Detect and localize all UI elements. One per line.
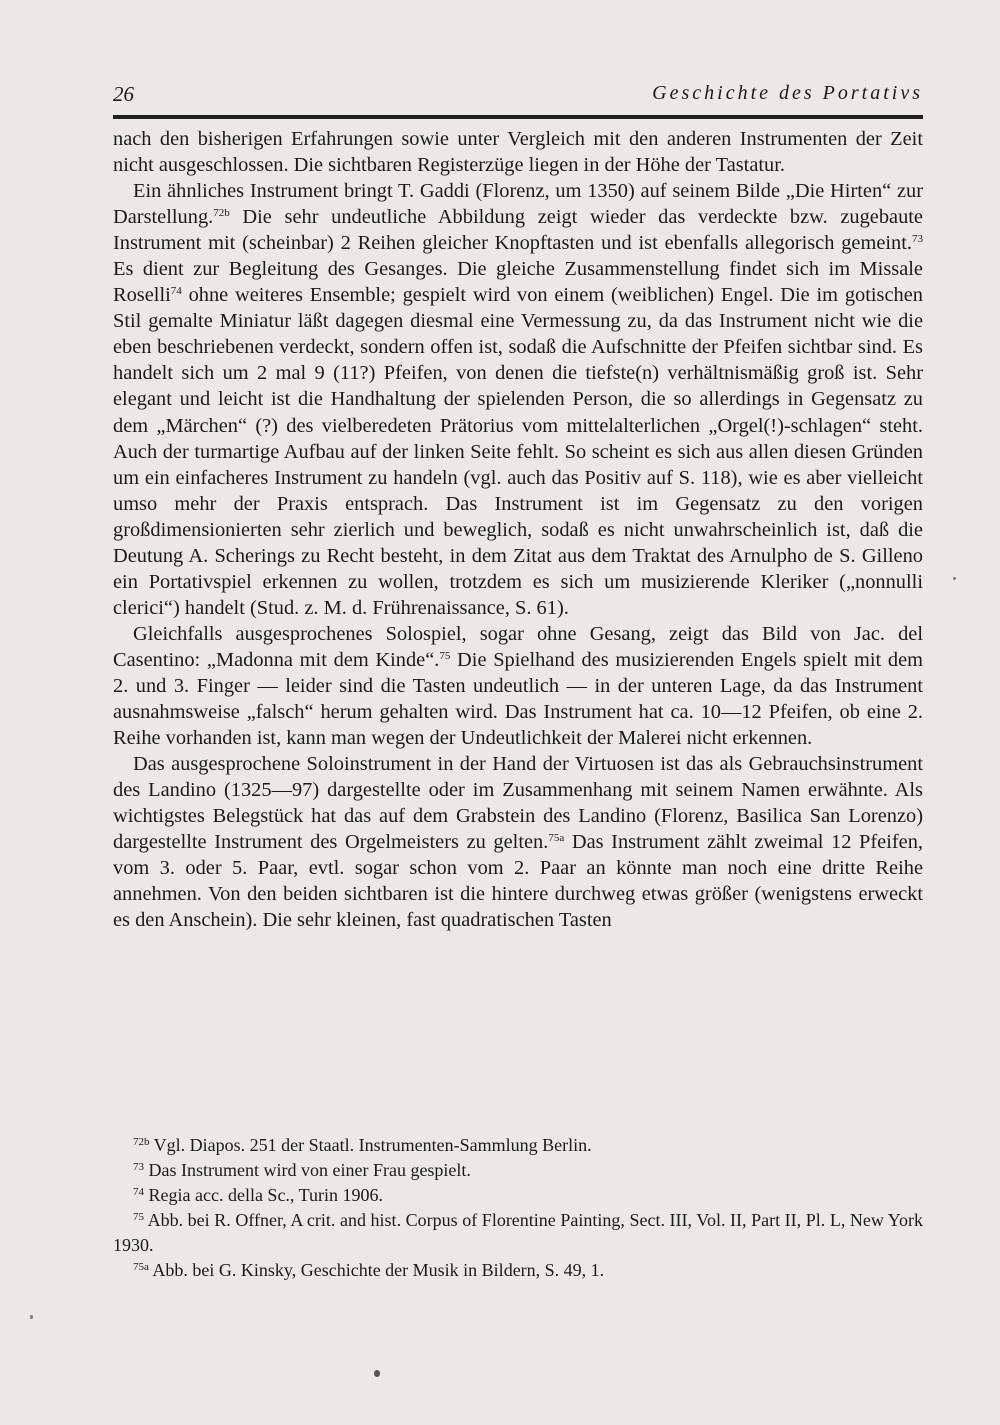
paragraph-2-text-4: ohne weiteres Ensemble; gespielt wird von einem (weiblichen) Engel. Die im gotischen Stil gemalte Miniatur läßt dagegen diesmal eine Vermessung zu, da das Instrument nicht wie die eben beschriebenen verdeckt, sondern offen ist, sodaß die Aufschnitte der Pfeifen sichtbar sind. Es handelt sich um 2 mal 9 (11?) Pfeifen, von denen die tiefste(n) verhältnismäßig groß ist. Sehr elegant und leicht ist die Handhaltung der spielenden Person, die so allerdings in Gegensatz zu dem „Märchen“ (?) des vielberedeten Prätorius vom mittelalterlichen „Orgel(!)-schlagen“ steht. Auch der turmartige Aufbau auf der linken Seite fehlt. So scheint es sich aus allen diesen Gründen um ein einfacheres Instrument zu handeln (vgl. auch das Positiv auf S. 118), wie es aber vielleicht umso mehr der Praxis entsprach. Das Instrument ist im Gegensatz zu den vorigen großdimensionierten sehr zierlich und beweglich, sodaß es nicht unwahrscheinlich ist, daß die Deutung A. Scherings zu Recht besteht, in dem Zitat aus dem Traktat des Arnulpho de S. Gilleno ein Portativspiel erkennen zu wollen, trotzdem es sich um musizierende Kleriker („nonnulli clerici“) handelt (Stud. z. M. d. Frührenaissance, S. 61). <box>113 284 923 619</box>
footnote-74 <box>113 1183 923 1208</box>
footnote-mark: 74 <box>133 1186 144 1198</box>
footnote-72b <box>113 1133 923 1158</box>
footnote-ref-75a[interactable]: 75a <box>548 832 565 845</box>
footnote-ref-72b[interactable]: 72b <box>213 207 230 220</box>
paragraph-4 <box>113 751 923 933</box>
paragraph-4-text-1: Das ausgesprochene Soloinstrument in der Hand der Virtuosen ist das als Gebrauchsinstrument des Landino (1325—97) dargestellte oder im Zusammenhang mit seinem Namen erwähnte. Als wichtigstes Belegstück hat das auf dem Grabstein des Landino (Florenz, Basilica San Lorenzo) dargestellte Instrument des Orgelmeisters zu gelten. <box>113 753 923 854</box>
footnote-mark: 75a <box>133 1261 149 1273</box>
footnotes <box>113 1133 923 1283</box>
footnote-text: Abb. bei R. Offner, A crit. and hist. Corpus of Florentine Painting, Sect. III, Vol. II, Part II, Pl. L, New York 1930. <box>113 1210 923 1255</box>
footnote-75 <box>113 1208 923 1258</box>
footnote-ref-74[interactable]: 74 <box>170 285 182 298</box>
paragraph-2-text-1: Ein ähnliches Instrument bringt T. Gaddi (Florenz, um 1350) auf seinem Bilde „Die Hirten“ zur Darstellung. <box>113 180 923 229</box>
header-rule <box>113 115 923 119</box>
page-header <box>113 82 923 114</box>
paragraph-4-text-2: Das Instrument zählt zweimal 12 Pfeifen, vom 3. oder 5. Paar, evtl. sogar schon vom 2. Paar an könnte man noch eine dritte Reihe annehmen. Von den beiden sichtbaren ist die hintere durchweg etwas größer (wenigstens erweckt es den Anschein). Die sehr kleinen, fast quadratischen Tasten <box>113 831 923 932</box>
footnote-text: Regia acc. della Sc., Turin 1906. <box>144 1185 383 1205</box>
paper-speck <box>30 1315 33 1319</box>
footnote-text: Vgl. Diapos. 251 der Staatl. Instrumenten-Sammlung Berlin. <box>149 1135 592 1155</box>
paragraph-3-text-1: Gleichfalls ausgesprochenes Solospiel, sogar ohne Gesang, zeigt das Bild von Jac. del Casentino: „Madonna mit dem Kinde“. <box>113 622 923 671</box>
paragraph-3 <box>113 621 923 751</box>
footnote-mark: 73 <box>133 1161 144 1173</box>
paper-speck <box>374 1370 380 1377</box>
footnote-text: Das Instrument wird von einer Frau gespielt. <box>144 1160 471 1180</box>
footnote-73 <box>113 1158 923 1183</box>
paragraph-2-text-2: Die sehr undeutliche Abbildung zeigt wieder das verdeckte bzw. zugebaute Instrument mit (scheinbar) 2 Reihen gleicher Knopftasten und ist ebenfalls allegorisch gemeint. <box>113 206 923 255</box>
footnote-ref-73[interactable]: 73 <box>912 233 923 246</box>
footnote-mark: 72b <box>133 1136 150 1148</box>
paragraph-2 <box>113 178 923 621</box>
paragraph-1 <box>113 126 923 178</box>
paragraph-1-text: nach den bisherigen Erfahrungen sowie unter Vergleich mit den anderen Instrumenten der Zeit nicht ausgeschlossen. Die sichtbaren Registerzüge liegen in der Höhe der Tastatur. <box>113 128 923 177</box>
footnote-mark: 75 <box>133 1211 144 1223</box>
page-number: 26 <box>113 82 134 106</box>
paper-speck <box>953 577 956 580</box>
running-title: Geschichte des Portativs <box>652 82 923 104</box>
paragraph-2-text-3: Es dient zur Begleitung des Gesanges. Die gleiche Zusammenstellung findet sich im Missale Roselli <box>113 258 923 307</box>
footnote-ref-75[interactable]: 75 <box>439 649 451 662</box>
paragraph-3-text-2: Die Spielhand des musizierenden Engels spielt mit dem 2. und 3. Finger — leider sind die Tasten undeutlich — in der unteren Lage, da das Instrument ausnahmsweise „falsch“ herum gehalten wird. Das Instrument hat ca. 10—12 Pfeifen, ob eine 2. Reihe vorhanden ist, kann man wegen der Undeutlichkeit der Malerei nicht erkennen. <box>113 648 923 750</box>
footnote-75a <box>113 1258 923 1283</box>
footnote-text: Abb. bei G. Kinsky, Geschichte der Musik in Bildern, S. 49, 1. <box>148 1260 605 1280</box>
main-text <box>113 126 923 933</box>
